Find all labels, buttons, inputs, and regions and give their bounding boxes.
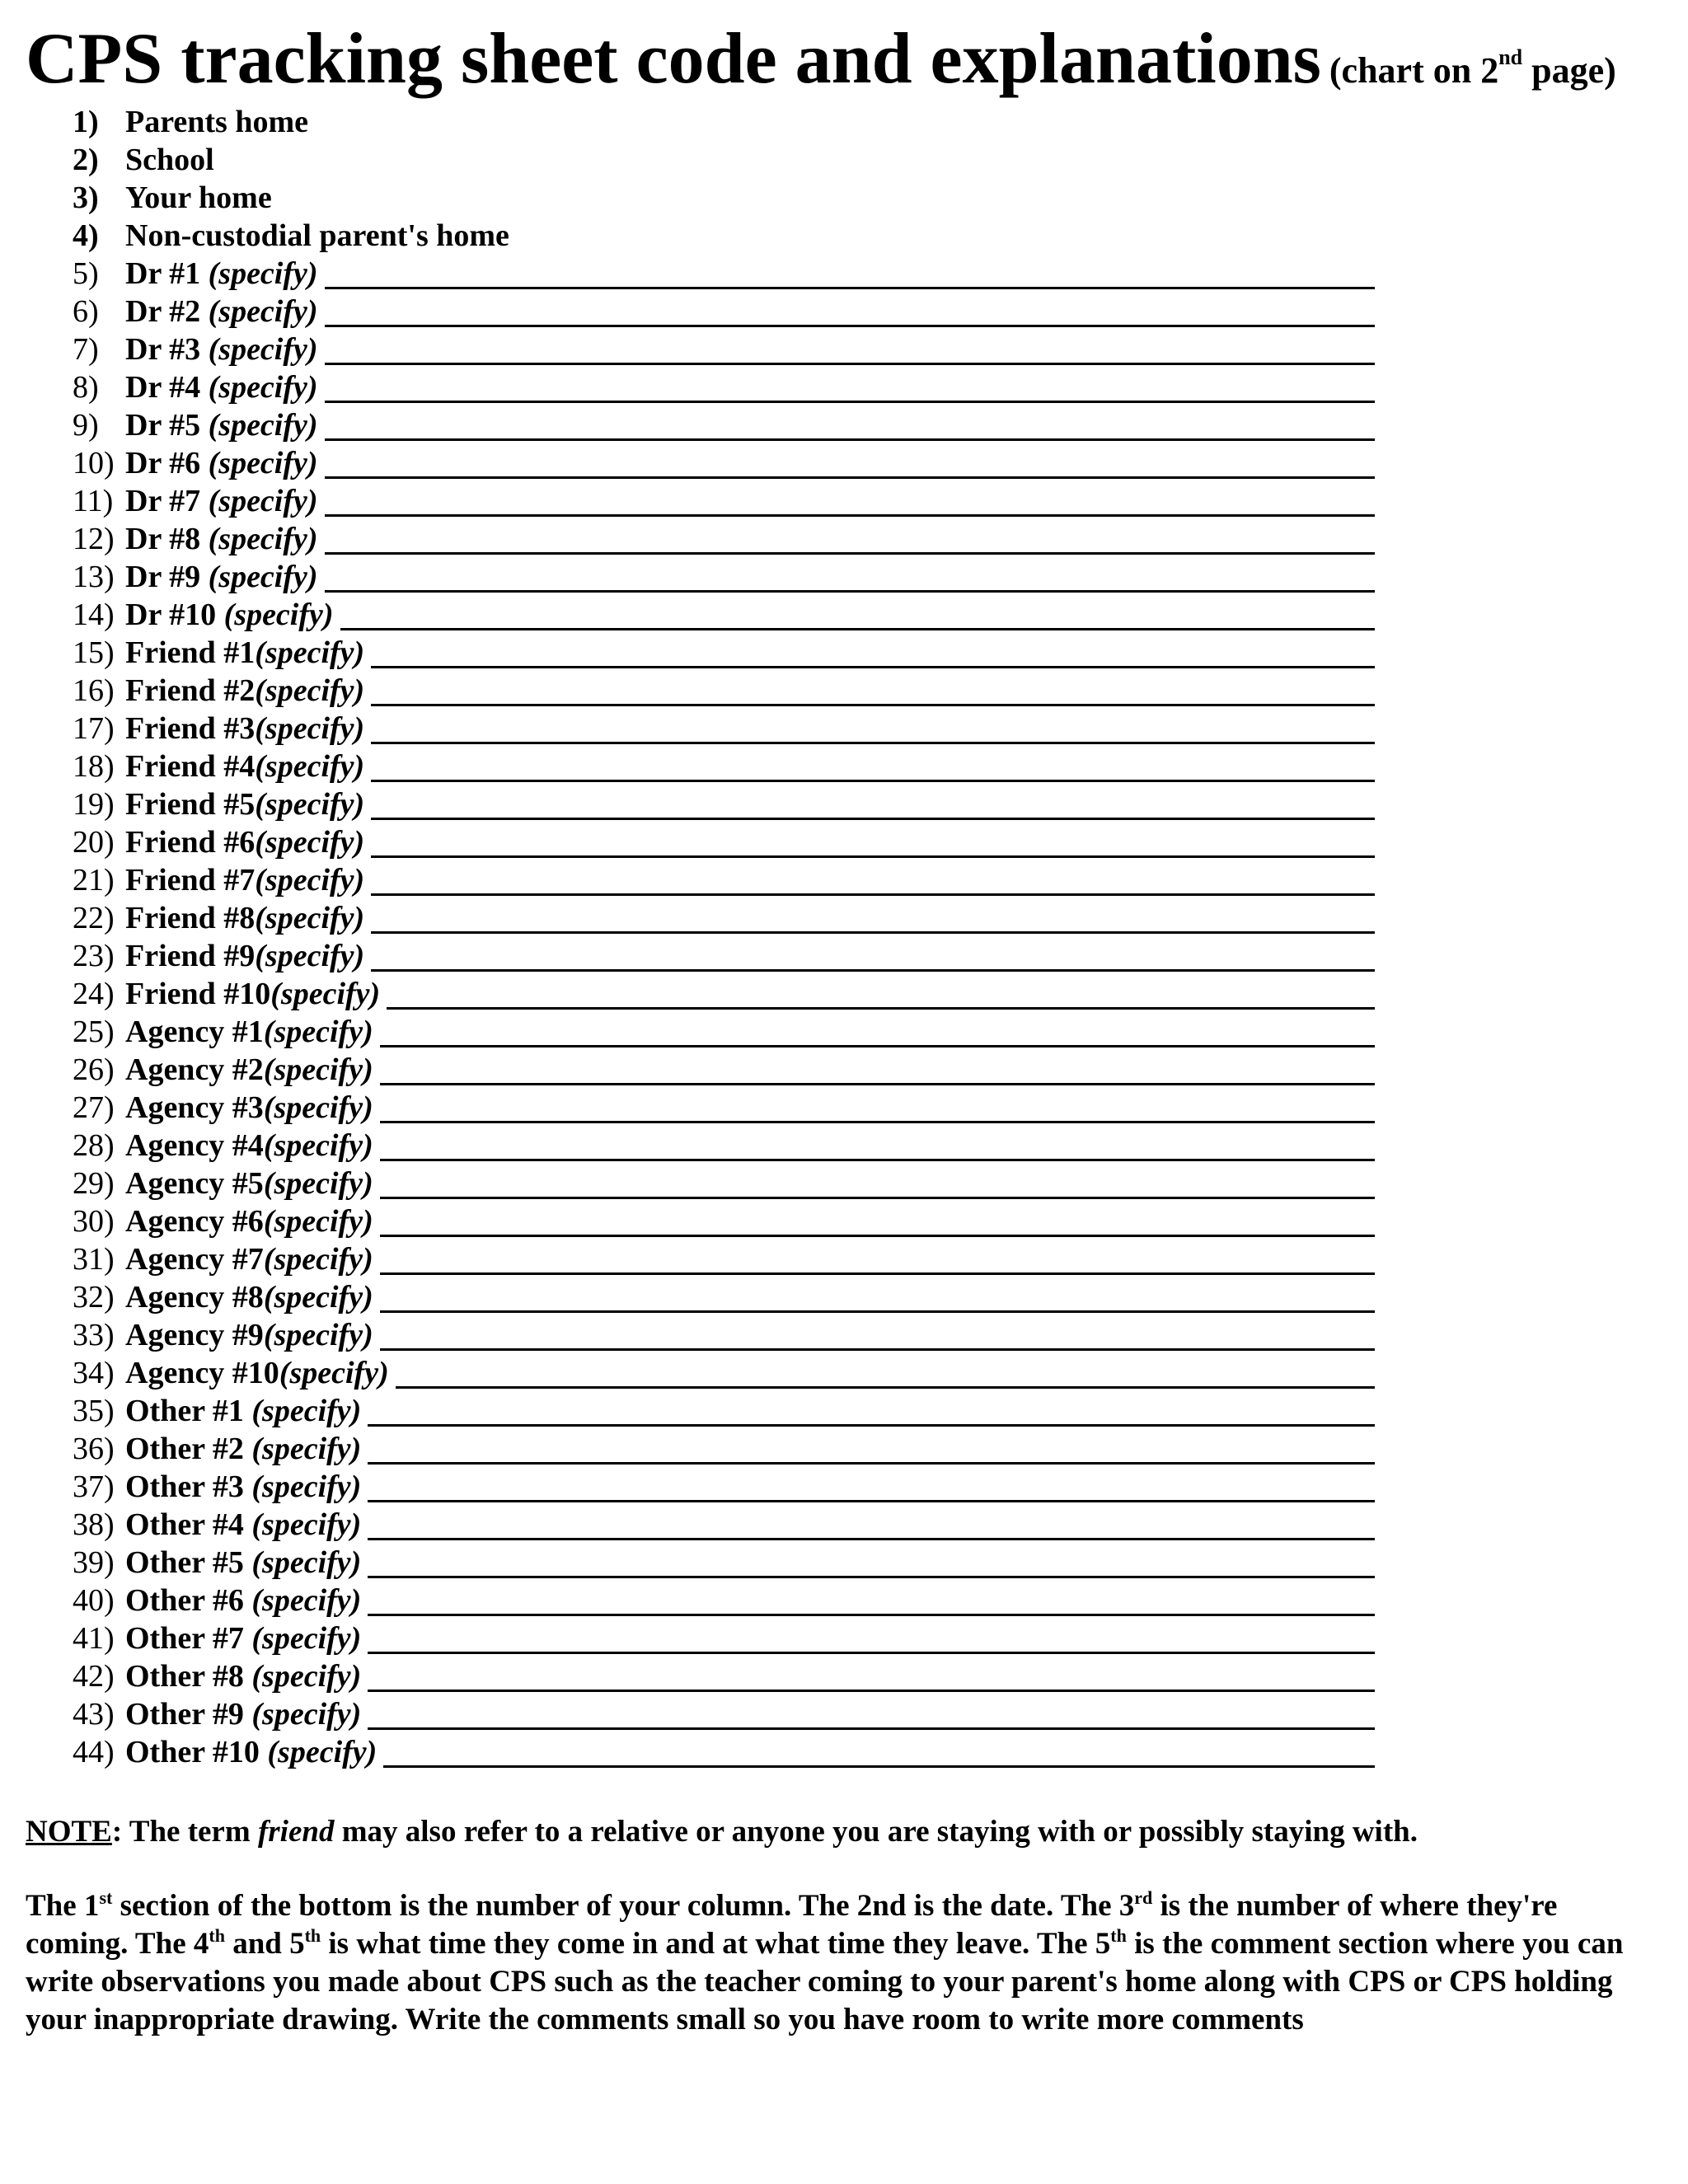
item-label-text: Agency #9 bbox=[125, 1318, 264, 1352]
specify-blank-line[interactable] bbox=[325, 438, 1375, 441]
item-specify-hint: (specify) bbox=[255, 749, 365, 784]
item-label-text: Other #2 bbox=[125, 1432, 252, 1466]
item-label-text: Other #5 bbox=[125, 1545, 252, 1580]
specify-blank-line[interactable] bbox=[371, 666, 1375, 668]
item-label-text: Other #1 bbox=[125, 1394, 252, 1428]
item-number: 26) bbox=[73, 1052, 115, 1087]
list-item bbox=[73, 710, 1474, 748]
item-label-text: Friend #8 bbox=[125, 901, 256, 935]
note-heading: NOTE bbox=[26, 1815, 112, 1849]
item-specify-hint: (specify) bbox=[263, 1242, 373, 1277]
item-specify-hint: (specify) bbox=[208, 294, 318, 329]
specify-blank-line[interactable] bbox=[380, 1310, 1375, 1313]
item-label-text: Agency #10 bbox=[125, 1356, 279, 1390]
item-specify-hint: (specify) bbox=[255, 787, 365, 822]
item-label-text: Friend #7 bbox=[125, 863, 256, 898]
item-label-text: Other #7 bbox=[125, 1621, 252, 1656]
item-label bbox=[125, 596, 334, 634]
specify-blank-line[interactable] bbox=[368, 1652, 1375, 1654]
item-specify-hint: (specify) bbox=[263, 1318, 373, 1352]
title-sub-close: page) bbox=[1522, 50, 1616, 91]
item-specify-hint: (specify) bbox=[251, 1469, 362, 1504]
specify-blank-line[interactable] bbox=[368, 1500, 1375, 1502]
list-item bbox=[73, 785, 1474, 823]
list-item bbox=[73, 1544, 1474, 1582]
item-label bbox=[125, 1354, 389, 1392]
item-number: 42) bbox=[73, 1659, 115, 1694]
list-item bbox=[73, 1354, 1474, 1392]
list-item bbox=[73, 1202, 1474, 1240]
item-label-text: Dr #3 bbox=[125, 332, 209, 367]
item-number: 8) bbox=[73, 370, 99, 405]
specify-blank-line[interactable] bbox=[368, 1462, 1375, 1465]
item-number: 12) bbox=[73, 522, 115, 556]
item-label-text: Agency #1 bbox=[125, 1015, 264, 1049]
item-specify-hint: (specify) bbox=[251, 1545, 362, 1580]
specify-blank-line[interactable] bbox=[368, 1727, 1375, 1730]
item-specify-hint: (specify) bbox=[255, 939, 365, 973]
item-label-text: Friend #1 bbox=[125, 635, 256, 670]
item-specify-hint: (specify) bbox=[208, 560, 318, 594]
list-item bbox=[73, 406, 1474, 444]
item-label bbox=[125, 217, 509, 255]
item-specify-hint: (specify) bbox=[263, 1280, 373, 1315]
item-specify-hint: (specify) bbox=[208, 522, 318, 556]
item-label bbox=[125, 937, 364, 975]
item-number: 29) bbox=[73, 1166, 115, 1201]
specify-blank-line[interactable] bbox=[371, 969, 1375, 972]
list-item bbox=[73, 141, 1474, 179]
item-label bbox=[125, 179, 272, 217]
explanation-sup: th bbox=[304, 1925, 321, 1946]
specify-blank-line[interactable] bbox=[368, 1538, 1375, 1540]
list-item bbox=[73, 1051, 1474, 1089]
item-number: 33) bbox=[73, 1318, 115, 1352]
item-number: 37) bbox=[73, 1469, 115, 1504]
title-main: CPS tracking sheet code and explanations bbox=[26, 19, 1321, 99]
list-item bbox=[73, 1619, 1474, 1657]
specify-blank-line[interactable] bbox=[380, 1272, 1375, 1275]
specify-blank-line[interactable] bbox=[325, 401, 1375, 403]
item-specify-hint: (specify) bbox=[263, 1166, 373, 1201]
item-label bbox=[125, 1202, 373, 1240]
item-label bbox=[125, 1544, 361, 1582]
specify-blank-line[interactable] bbox=[396, 1386, 1375, 1389]
explanation-text: section of the bottom is the number of your column. The 2nd is the date. The 3 bbox=[112, 1889, 1135, 1923]
specify-blank-line[interactable] bbox=[380, 1045, 1375, 1047]
item-number: 36) bbox=[73, 1432, 115, 1466]
specify-blank-line[interactable] bbox=[380, 1348, 1375, 1351]
item-label bbox=[125, 103, 308, 141]
item-specify-hint: (specify) bbox=[270, 977, 381, 1011]
list-item bbox=[73, 1733, 1474, 1771]
item-label bbox=[125, 748, 364, 785]
item-label-text: Your home bbox=[125, 180, 272, 215]
item-label bbox=[125, 482, 318, 520]
item-number: 38) bbox=[73, 1507, 115, 1542]
item-label bbox=[125, 1013, 373, 1051]
item-label-text: Friend #9 bbox=[125, 939, 256, 973]
item-label-text: Non-custodial parent's home bbox=[125, 218, 509, 253]
list-item bbox=[73, 672, 1474, 710]
item-number: 9) bbox=[73, 408, 99, 443]
item-label bbox=[125, 255, 318, 293]
item-number: 22) bbox=[73, 901, 115, 935]
item-specify-hint: (specify) bbox=[208, 446, 318, 480]
specify-blank-line[interactable] bbox=[371, 818, 1375, 820]
item-specify-hint: (specify) bbox=[251, 1659, 362, 1694]
item-label bbox=[125, 141, 214, 179]
title-sub-sup: nd bbox=[1498, 45, 1523, 69]
item-number: 23) bbox=[73, 939, 115, 973]
item-label-text: Friend #2 bbox=[125, 673, 256, 708]
list-item bbox=[73, 179, 1474, 217]
item-number: 20) bbox=[73, 825, 115, 860]
item-specify-hint: (specify) bbox=[267, 1735, 377, 1769]
list-item bbox=[73, 1013, 1474, 1051]
item-label bbox=[125, 710, 364, 748]
explanation-sup: st bbox=[99, 1887, 113, 1908]
item-number: 10) bbox=[73, 446, 115, 480]
item-label-text: Dr #5 bbox=[125, 408, 209, 443]
item-label bbox=[125, 672, 364, 710]
item-label-text: Friend #10 bbox=[125, 977, 271, 1011]
item-number: 14) bbox=[73, 598, 115, 632]
list-item bbox=[73, 748, 1474, 785]
explanation-paragraph bbox=[26, 1887, 1666, 2039]
explanation-sup: th bbox=[209, 1925, 225, 1946]
item-specify-hint: (specify) bbox=[208, 408, 318, 443]
item-number: 17) bbox=[73, 711, 115, 746]
item-label-text: Dr #8 bbox=[125, 522, 209, 556]
item-label-text: Agency #8 bbox=[125, 1280, 264, 1315]
specify-blank-line[interactable] bbox=[371, 742, 1375, 744]
item-label bbox=[125, 1506, 361, 1544]
item-label bbox=[125, 1657, 361, 1695]
item-specify-hint: (specify) bbox=[251, 1507, 362, 1542]
item-number: 4) bbox=[73, 218, 99, 253]
explanation-text: The 1 bbox=[26, 1889, 100, 1923]
explanation-sup: th bbox=[1110, 1925, 1127, 1946]
list-item bbox=[73, 1468, 1474, 1506]
item-label-text: Agency #7 bbox=[125, 1242, 264, 1277]
item-label bbox=[125, 1278, 373, 1316]
item-specify-hint: (specify) bbox=[255, 901, 365, 935]
item-specify-hint: (specify) bbox=[279, 1356, 389, 1390]
item-label bbox=[125, 1127, 373, 1165]
item-label-text: Other #6 bbox=[125, 1583, 252, 1618]
item-number: 18) bbox=[73, 749, 115, 784]
specify-blank-line[interactable] bbox=[371, 780, 1375, 782]
item-specify-hint: (specify) bbox=[208, 370, 318, 405]
item-label bbox=[125, 899, 364, 937]
item-number: 44) bbox=[73, 1735, 115, 1769]
item-specify-hint: (specify) bbox=[251, 1394, 362, 1428]
explanation-sup: rd bbox=[1134, 1887, 1153, 1908]
item-label-text: Agency #6 bbox=[125, 1204, 264, 1239]
item-label-text: Agency #2 bbox=[125, 1052, 264, 1087]
item-label bbox=[125, 406, 318, 444]
item-label-text: Friend #4 bbox=[125, 749, 256, 784]
item-label bbox=[125, 1619, 361, 1657]
item-label-text: Agency #4 bbox=[125, 1128, 264, 1163]
list-item bbox=[73, 975, 1474, 1013]
item-number: 31) bbox=[73, 1242, 115, 1277]
item-label bbox=[125, 444, 318, 482]
item-label-text: Friend #3 bbox=[125, 711, 256, 746]
list-item bbox=[73, 217, 1474, 255]
item-number: 1) bbox=[73, 105, 99, 139]
explanation-text: is the number of where they're coming. The 4 bbox=[26, 1889, 1558, 1961]
item-number: 24) bbox=[73, 977, 115, 1011]
note-paragraph bbox=[26, 1813, 1666, 1851]
explanation-text: and 5 bbox=[224, 1927, 305, 1961]
list-item bbox=[73, 1506, 1474, 1544]
item-label-text: Friend #6 bbox=[125, 825, 256, 860]
list-item bbox=[73, 1316, 1474, 1354]
specify-blank-line[interactable] bbox=[371, 704, 1375, 706]
item-label bbox=[125, 1240, 373, 1278]
specify-blank-line[interactable] bbox=[383, 1765, 1375, 1768]
item-label-text: Dr #9 bbox=[125, 560, 209, 594]
list-item bbox=[73, 255, 1474, 293]
specify-blank-line[interactable] bbox=[325, 476, 1375, 479]
list-item bbox=[73, 1278, 1474, 1316]
item-number: 30) bbox=[73, 1204, 115, 1239]
list-item bbox=[73, 1582, 1474, 1619]
item-specify-hint: (specify) bbox=[255, 673, 365, 708]
item-number: 6) bbox=[73, 294, 99, 329]
item-number: 35) bbox=[73, 1394, 115, 1428]
list-item bbox=[73, 823, 1474, 861]
specify-blank-line[interactable] bbox=[368, 1576, 1375, 1578]
item-label bbox=[125, 368, 318, 406]
item-label bbox=[125, 1430, 361, 1468]
item-specify-hint: (specify) bbox=[263, 1052, 373, 1087]
item-label bbox=[125, 330, 318, 368]
item-specify-hint: (specify) bbox=[251, 1621, 362, 1656]
item-specify-hint: (specify) bbox=[263, 1015, 373, 1049]
item-label bbox=[125, 823, 364, 861]
item-label bbox=[125, 1733, 377, 1771]
specify-blank-line[interactable] bbox=[368, 1424, 1375, 1427]
specify-blank-line[interactable] bbox=[325, 514, 1375, 517]
item-label-text: Agency #3 bbox=[125, 1090, 264, 1125]
item-label-text: Dr #10 bbox=[125, 598, 224, 632]
item-label bbox=[125, 1392, 361, 1430]
item-number: 34) bbox=[73, 1356, 115, 1390]
item-label-text: Parents home bbox=[125, 105, 308, 139]
item-number: 27) bbox=[73, 1090, 115, 1125]
item-specify-hint: (specify) bbox=[223, 598, 334, 632]
item-number: 2) bbox=[73, 143, 99, 177]
item-label bbox=[125, 1582, 361, 1619]
list-item bbox=[73, 1089, 1474, 1127]
item-label-text: Agency #5 bbox=[125, 1166, 264, 1201]
specify-blank-line[interactable] bbox=[371, 931, 1375, 934]
item-specify-hint: (specify) bbox=[208, 256, 318, 291]
item-label-text: Dr #2 bbox=[125, 294, 209, 329]
list-item bbox=[73, 1657, 1474, 1695]
specify-blank-line[interactable] bbox=[368, 1614, 1375, 1616]
item-label-text: Dr #7 bbox=[125, 484, 209, 518]
specify-blank-line[interactable] bbox=[325, 325, 1375, 327]
item-label bbox=[125, 1051, 373, 1089]
specify-blank-line[interactable] bbox=[325, 363, 1375, 365]
item-label-text: Other #10 bbox=[125, 1735, 268, 1769]
item-label-text: Other #4 bbox=[125, 1507, 252, 1542]
code-list bbox=[73, 103, 1474, 1771]
list-item bbox=[73, 444, 1474, 482]
list-item bbox=[73, 596, 1474, 634]
page-title bbox=[26, 19, 1616, 99]
specify-blank-line[interactable] bbox=[371, 893, 1375, 896]
item-number: 40) bbox=[73, 1583, 115, 1618]
note-emphasis: friend bbox=[257, 1815, 335, 1849]
item-number: 28) bbox=[73, 1128, 115, 1163]
list-item bbox=[73, 899, 1474, 937]
item-number: 11) bbox=[73, 484, 114, 518]
list-item bbox=[73, 293, 1474, 330]
item-number: 25) bbox=[73, 1015, 115, 1049]
item-specify-hint: (specify) bbox=[255, 635, 365, 670]
item-number: 41) bbox=[73, 1621, 115, 1656]
item-number: 3) bbox=[73, 180, 99, 215]
item-label bbox=[125, 1468, 361, 1506]
list-item bbox=[73, 482, 1474, 520]
specify-blank-line[interactable] bbox=[368, 1690, 1375, 1692]
list-item bbox=[73, 558, 1474, 596]
specify-blank-line[interactable] bbox=[380, 1121, 1375, 1123]
specify-blank-line[interactable] bbox=[387, 1007, 1375, 1010]
item-specify-hint: (specify) bbox=[255, 825, 365, 860]
item-label bbox=[125, 634, 364, 672]
item-specify-hint: (specify) bbox=[208, 332, 318, 367]
item-specify-hint: (specify) bbox=[255, 863, 365, 898]
list-item bbox=[73, 1392, 1474, 1430]
note-colon: : The term bbox=[111, 1815, 258, 1849]
item-number: 5) bbox=[73, 256, 99, 291]
item-specify-hint: (specify) bbox=[251, 1432, 362, 1466]
item-specify-hint: (specify) bbox=[208, 484, 318, 518]
item-label bbox=[125, 558, 318, 596]
item-specify-hint: (specify) bbox=[251, 1697, 362, 1732]
item-label-text: Other #8 bbox=[125, 1659, 252, 1694]
item-number: 39) bbox=[73, 1545, 115, 1580]
list-item bbox=[73, 330, 1474, 368]
list-item bbox=[73, 861, 1474, 899]
item-number: 19) bbox=[73, 787, 115, 822]
specify-blank-line[interactable] bbox=[371, 855, 1375, 858]
item-specify-hint: (specify) bbox=[251, 1583, 362, 1618]
item-label bbox=[125, 975, 380, 1013]
item-number: 43) bbox=[73, 1697, 115, 1732]
item-label bbox=[125, 520, 318, 558]
item-label-text: Other #9 bbox=[125, 1697, 252, 1732]
specify-blank-line[interactable] bbox=[380, 1159, 1375, 1161]
item-label bbox=[125, 1089, 373, 1127]
item-specify-hint: (specify) bbox=[263, 1128, 373, 1163]
item-label bbox=[125, 785, 364, 823]
specify-blank-line[interactable] bbox=[380, 1197, 1375, 1199]
list-item bbox=[73, 1165, 1474, 1202]
item-label bbox=[125, 1165, 373, 1202]
item-specify-hint: (specify) bbox=[263, 1204, 373, 1239]
note-rest: may also refer to a relative or anyone you are staying with or possibly staying with. bbox=[334, 1815, 1418, 1849]
title-sub-open: (chart on 2 bbox=[1329, 50, 1499, 91]
item-label-text: School bbox=[125, 143, 214, 177]
list-item bbox=[73, 1695, 1474, 1733]
list-item bbox=[73, 937, 1474, 975]
list-item bbox=[73, 1430, 1474, 1468]
explanation-text: is what time they come in and at what time they leave. The 5 bbox=[321, 1927, 1111, 1961]
item-label-text: Friend #5 bbox=[125, 787, 256, 822]
list-item bbox=[73, 520, 1474, 558]
item-specify-hint: (specify) bbox=[263, 1090, 373, 1125]
item-number: 16) bbox=[73, 673, 115, 708]
item-number: 13) bbox=[73, 560, 115, 594]
specify-blank-line[interactable] bbox=[380, 1235, 1375, 1237]
list-item bbox=[73, 103, 1474, 141]
item-number: 7) bbox=[73, 332, 99, 367]
item-label bbox=[125, 861, 364, 899]
item-label-text: Dr #4 bbox=[125, 370, 209, 405]
item-label-text: Dr #6 bbox=[125, 446, 209, 480]
item-number: 21) bbox=[73, 863, 115, 898]
list-item bbox=[73, 368, 1474, 406]
explanation-text: is the comment section where you can write observations you made about CPS such as the teacher coming to your parent's home along with CPS or CPS holding your inappropriate drawing. Write the comments small so you have room to write more comments bbox=[26, 1927, 1624, 2036]
specify-blank-line[interactable] bbox=[340, 628, 1375, 630]
item-label bbox=[125, 1316, 373, 1354]
item-number: 15) bbox=[73, 635, 115, 670]
specify-blank-line[interactable] bbox=[325, 552, 1375, 555]
specify-blank-line[interactable] bbox=[380, 1083, 1375, 1085]
item-specify-hint: (specify) bbox=[255, 711, 365, 746]
item-label bbox=[125, 293, 318, 330]
list-item bbox=[73, 634, 1474, 672]
item-label bbox=[125, 1695, 361, 1733]
specify-blank-line[interactable] bbox=[325, 287, 1375, 289]
list-item bbox=[73, 1127, 1474, 1165]
list-item bbox=[73, 1240, 1474, 1278]
item-number: 32) bbox=[73, 1280, 115, 1315]
title-subtitle bbox=[1329, 45, 1616, 91]
item-label-text: Other #3 bbox=[125, 1469, 252, 1504]
item-label-text: Dr #1 bbox=[125, 256, 209, 291]
specify-blank-line[interactable] bbox=[325, 590, 1375, 593]
